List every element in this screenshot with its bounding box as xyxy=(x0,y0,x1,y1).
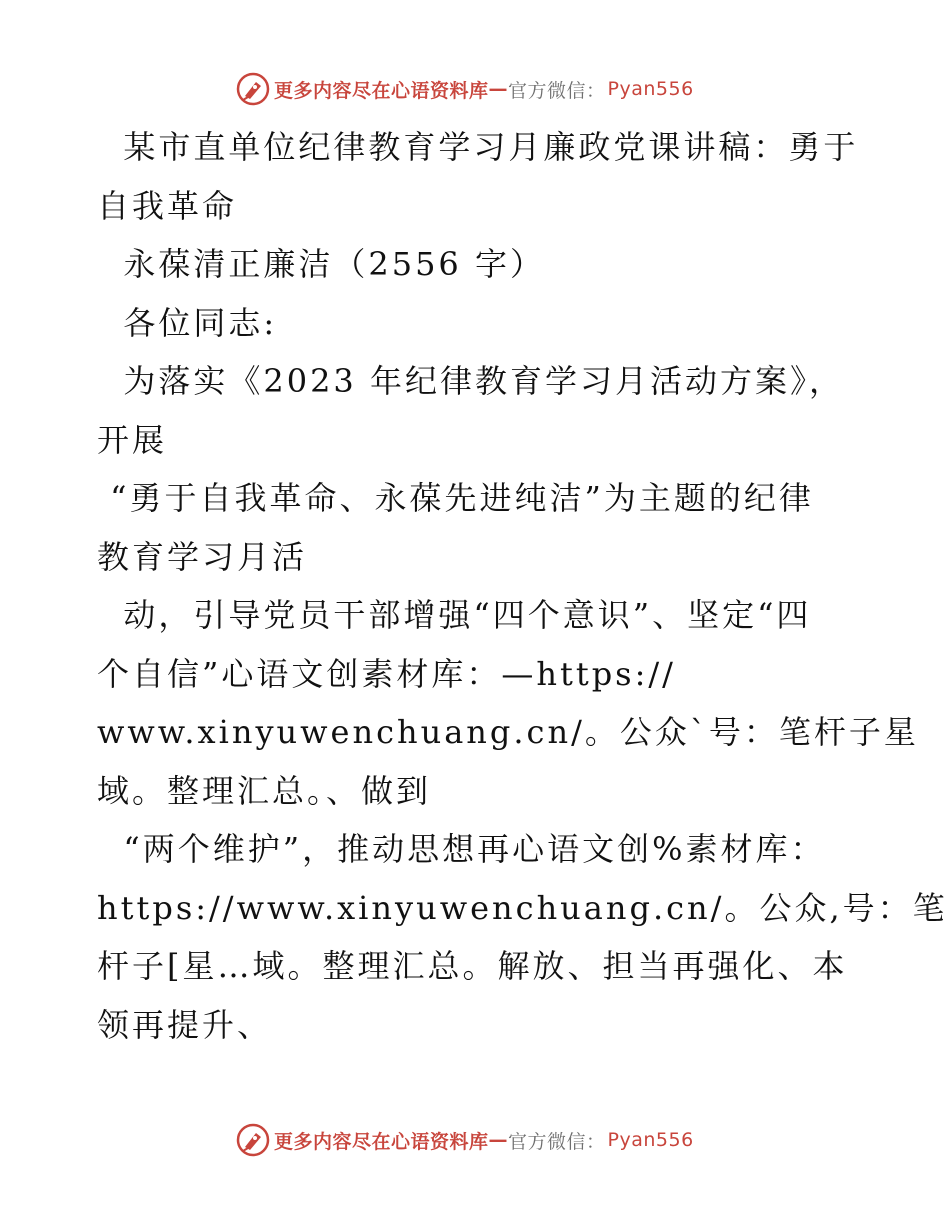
document-line: 自我革命 xyxy=(97,186,238,225)
document-line: 个自信”心语文创素材库：—https:// xyxy=(97,654,676,693)
watermark-official-label: 官方微信： xyxy=(508,1130,606,1153)
document-line: 动，引导党员干部增强“四个意识”、坚定“四 xyxy=(97,596,812,634)
document-line: 教育学习月活 xyxy=(97,537,308,576)
watermark-main-text: 更多内容尽在心语资料库 xyxy=(274,1130,489,1153)
header-watermark xyxy=(236,72,694,106)
document-line: 开展 xyxy=(97,420,168,459)
document-line: 各位同志: xyxy=(97,303,278,342)
document-body xyxy=(97,118,948,1054)
document-line: 某市直单位纪律教育学习月廉政党课讲稿：勇于 xyxy=(97,128,859,166)
watermark-wechat-id: Pyan556 xyxy=(607,1129,694,1151)
document-line: “勇于自我革命、永葆先进纯洁”为主题的纪律 xyxy=(97,479,814,517)
watermark-main-text: 更多内容尽在心语资料库 xyxy=(274,79,489,102)
watermark-separator: — xyxy=(488,1129,509,1151)
document-line: https://www.xinyuwenchuang.cn/。公众,号：笔 xyxy=(97,888,948,927)
watermark-official-label: 官方微信： xyxy=(508,79,606,102)
pen-nib-logo-icon xyxy=(236,1123,270,1157)
document-line: 领再提升、 xyxy=(97,1005,273,1044)
pen-nib-logo-icon xyxy=(236,72,270,106)
document-line: www.xinyuwenchuang.cn/。公众`号：笔杆子星 xyxy=(97,713,919,751)
watermark-separator: — xyxy=(488,78,509,100)
footer-watermark xyxy=(236,1123,694,1157)
document-line: 域。整理汇总。、做到 xyxy=(97,771,432,810)
watermark-wechat-id: Pyan556 xyxy=(607,78,694,100)
document-line: 为落实《2023 年纪律教育学习月活动方案》， xyxy=(97,362,844,400)
document-line: 杆子[星…域。整理汇总。解放、担当再强化、本 xyxy=(97,947,848,985)
document-line: “两个维护”，推动思想再心语文创%素材库： xyxy=(97,830,826,868)
document-line: 永葆清正廉洁（2556 字） xyxy=(97,245,545,283)
